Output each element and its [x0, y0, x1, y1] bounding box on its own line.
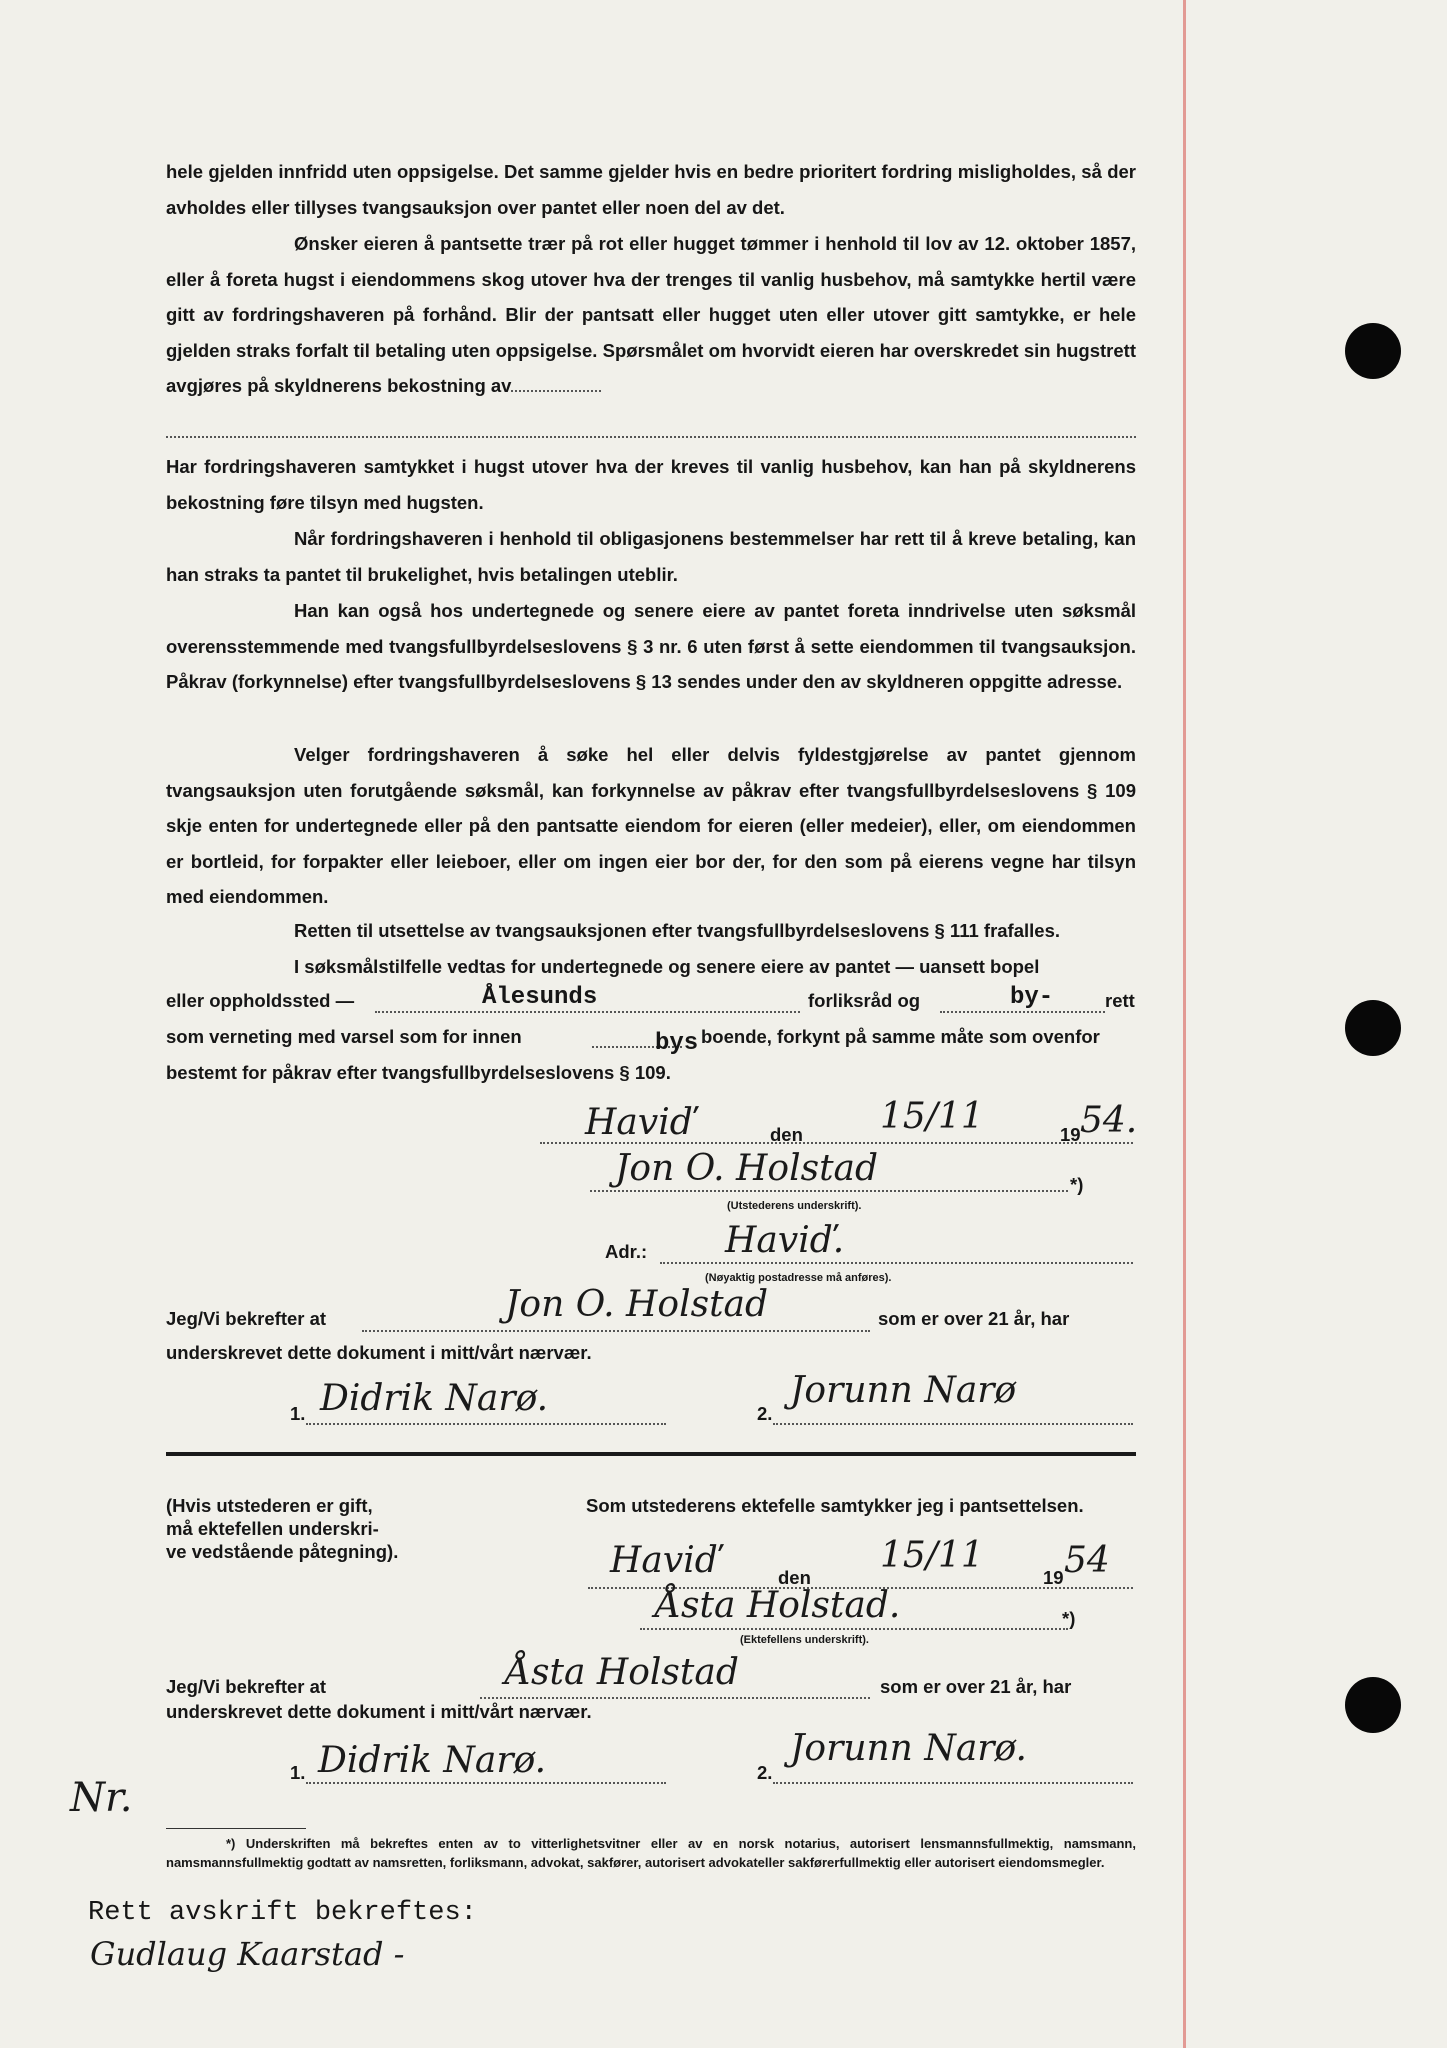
witness-number: 1.: [290, 1403, 306, 1424]
paragraph: Når fordringshaveren i henhold til obligasjonens bestemmelser har rett til å kreve betaling, kan han straks ta pantet til brukelighet, hvis betalingen uteblir.: [166, 528, 1136, 585]
address-caption: (Nøyaktig postadresse må anføres).: [705, 1272, 892, 1284]
witness-2-signature: Jorunn Narø.: [790, 1728, 1027, 1769]
confirm-label: underskrevet dette dokument i mitt/vårt nærvær.: [166, 1342, 592, 1363]
paragraph: Velger fordringshaveren å søke hel eller delvis fyldestgjørelse av pantet gjennom tvangsauksjon uten forutgående søksmål, kan forkynnelse av påkrav efter tvangsfullbyrdelseslovens § 109 skje enten for undertegnede eller på den pantsatte eiendom for eieren (eller medeier), eller, om eiendommen er bortleid, for forpakter eller leieboer, eller om ingen eier bor der, for den som på eierens vegne har tilsyn med eiendommen.: [166, 744, 1136, 908]
certification-text: Rett avskrift bekreftes:: [88, 1898, 477, 1928]
signature-line: [590, 1190, 1068, 1192]
den-label: den: [770, 1124, 803, 1145]
margin-rule: [1183, 0, 1186, 2048]
issuer-address: Haviď.: [725, 1220, 845, 1261]
confirm-label: underskrevet dette dokument i mitt/vårt nærvær.: [166, 1701, 592, 1722]
inserted-word: bys: [655, 1030, 699, 1057]
blank-line: [940, 1011, 1105, 1013]
spouse-note-line: (Hvis utstederen er gift,: [166, 1495, 373, 1516]
confirm-label: som er over 21 år, har: [880, 1676, 1072, 1697]
venue-label: forliksråd og: [808, 990, 921, 1011]
spouse-note-line: ve vedstående påtegning).: [166, 1541, 399, 1562]
venue-label: som verneting med varsel som for innen: [166, 1026, 522, 1047]
paragraph: [166, 226, 1136, 404]
footnote-marker: *): [1070, 1174, 1084, 1195]
court-type: by-: [1010, 984, 1054, 1011]
witness-1-signature: Didrik Narø.: [318, 1740, 547, 1781]
certification-signature: Gudlaug Kaarstad -: [90, 1935, 405, 1973]
confirm-name: Jon O. Holstad: [505, 1284, 769, 1325]
punch-hole: [1345, 323, 1401, 379]
venue-label: boende, forkynt på samme måte som ovenfor: [701, 1026, 1100, 1047]
witness-line: [306, 1782, 666, 1784]
confirm-name: Åsta Holstad: [505, 1652, 739, 1693]
confirm-label: som er over 21 år, har: [878, 1308, 1070, 1329]
witness-2-signature: Jorunn Narø: [790, 1370, 1017, 1411]
issuer-year: 54.: [1080, 1100, 1138, 1141]
paragraph-text: Ønsker eieren å pantsette trær på rot eller hugget tømmer i henhold til lov av 12. oktober 1857, eller å foreta hugst i eiendommens skog utover hva der trenges til vanlig husbehov, må samtykke hertil være gitt av fordringshaveren på forhånd. Blir der pantsatt eller hugget uten eller utover gitt samtykke, er hele gjelden straks forfalt til betaling uten oppsigelse. Spørsmålet om hvorvidt eieren har overskredet sin hugstrett avgjøres på skyldnerens bekostning av: [166, 233, 1136, 397]
section-divider: [166, 1452, 1136, 1456]
address-label: Adr.:: [605, 1241, 648, 1262]
issuer-date: 15/11: [880, 1096, 984, 1137]
witness-number: 2.: [757, 1762, 773, 1783]
spouse-date: 15/11: [880, 1535, 984, 1576]
den-label: den: [778, 1567, 811, 1588]
spouse-year: 54: [1064, 1540, 1110, 1581]
spouse-place: Haviď: [610, 1540, 718, 1581]
paragraph: Retten til utsettelse av tvangsauksjonen efter tvangsfullbyrdelseslovens § 111 frafalles.: [294, 920, 1060, 941]
witness-1-signature: Didrik Narø.: [320, 1378, 549, 1419]
issuer-place: Haviď: [585, 1102, 693, 1143]
spouse-signature: Åsta Holstad.: [655, 1585, 901, 1626]
venue-label: bestemt for påkrav efter tvangsfullbyrdelseslovens § 109.: [166, 1062, 671, 1083]
witness-number: 2.: [757, 1403, 773, 1424]
venue-intro: I søksmålstilfelle vedtas for undertegnede og senere eiere av pantet — uansett bopel: [294, 956, 1040, 977]
paragraph: Han kan også hos undertegnede og senere eiere av pantet foreta inndrivelse uten søksmål overensstemmende med tvangsfullbyrdelseslovens § 3 nr. 6 uten først å sette eiendommen til tvangsauksjon. Påkrav (forkynnelse) efter tvangsfullbyrdelseslovens § 13 sendes under den av skyldneren oppgitte adresse.: [166, 600, 1136, 693]
blank-line: [362, 1330, 870, 1332]
witness-line: [773, 1782, 1133, 1784]
spouse-note-line: må ektefellen underskri-: [166, 1518, 379, 1539]
blank-line: [375, 1011, 800, 1013]
blank-line: [166, 436, 1136, 438]
punch-hole: [1345, 1677, 1401, 1733]
witness-line: [306, 1423, 666, 1425]
venue-label: rett: [1105, 990, 1135, 1011]
court-name: Ålesunds: [482, 984, 598, 1011]
punch-hole: [1345, 1000, 1401, 1056]
confirm-label: Jeg/Vi bekrefter at: [166, 1676, 327, 1697]
spouse-consent: Som utstederens ektefelle samtykker jeg i pantsettelsen.: [586, 1495, 1084, 1516]
margin-annotation: Nr.: [70, 1775, 133, 1821]
footnote-rule: [166, 1828, 306, 1829]
signature-caption: (Ektefellens underskrift).: [740, 1634, 869, 1646]
address-line: [660, 1262, 1133, 1264]
signature-line: [640, 1628, 1068, 1630]
blank-line: [480, 1697, 870, 1699]
signature-caption: (Utstederens underskrift).: [727, 1200, 862, 1212]
footnote: *) Underskriften må bekreftes enten av to vitterlighetsvitner eller av en norsk notarius, autorisert lensmannsfullmektig, namsmann, namsmannsfullmektig godtatt av namsretten, forliksmann, advokat, sakfører, autorisert advokateller sakførerfullmektig eller autorisert eiendomsmegler.: [166, 1836, 1136, 1870]
year-prefix: 19: [1043, 1567, 1064, 1588]
year-prefix: 19: [1060, 1124, 1081, 1145]
venue-label: eller oppholdssted —: [166, 990, 355, 1011]
witness-number: 1.: [290, 1762, 306, 1783]
paragraph: hele gjelden innfridd uten oppsigelse. Det samme gjelder hvis en bedre prioritert fordring misligholdes, så der avholdes eller tillyses tvangsauksjon over pantet eller noen del av det.: [166, 161, 1136, 218]
confirm-label: Jeg/Vi bekrefter at: [166, 1308, 327, 1329]
footnote-marker: *): [1062, 1608, 1076, 1629]
blank-line: [511, 390, 601, 392]
paragraph: Har fordringshaveren samtykket i hugst utover hva der kreves til vanlig husbehov, kan han på skyldnerens bekostning føre tilsyn med hugsten.: [166, 456, 1136, 513]
witness-line: [773, 1423, 1133, 1425]
issuer-signature: Jon O. Holstad: [615, 1148, 879, 1189]
